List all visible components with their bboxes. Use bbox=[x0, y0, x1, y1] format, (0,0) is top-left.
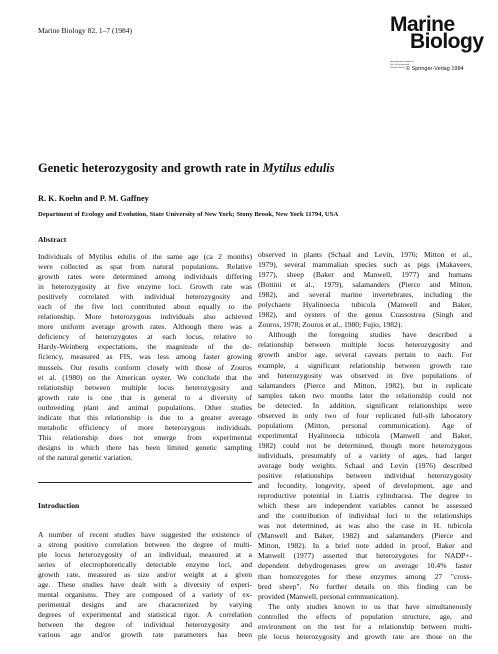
body-text-line: be detected. In addition, significant relationships were bbox=[258, 400, 472, 410]
abstract-line: more uniform average growth rates. Although there was a bbox=[38, 322, 252, 332]
article-title bbox=[38, 161, 335, 176]
abstract-line: indicate that this relationship is due to a greater average bbox=[38, 412, 252, 422]
abstract-line: This relationship does not emerge from experimental bbox=[38, 432, 252, 442]
body-text-line: relationship between multiple locus heterozygosity and bbox=[258, 340, 472, 350]
abstract-line: of the natural genetic variation. bbox=[38, 452, 133, 462]
abstract-body bbox=[38, 252, 252, 463]
introduction-line: age. These studies have dealt with a diversity of experi- bbox=[38, 580, 252, 590]
introduction-line: ple locus heterozygosity of an individual, measured at a bbox=[38, 550, 252, 560]
introduction-line: mental organisms. They are composed of a variety of ex- bbox=[38, 590, 252, 600]
introduction-heading: Introduction bbox=[38, 501, 80, 510]
body-text-line: environment on the test for a relationship between multi- bbox=[258, 621, 472, 631]
abstract-line: designs in which there has been limited genetic sampling bbox=[38, 442, 252, 452]
authors: R. K. Koehn and P. M. Gaffney bbox=[38, 194, 149, 203]
body-text-line: provided (Manwell, personal communication). bbox=[258, 591, 399, 601]
abstract-line: relationship. More heterozygous individuals also achieved bbox=[38, 312, 252, 322]
body-text-line: 1982), and several marine invertebrates, including the bbox=[258, 290, 472, 300]
abstract-line: deficiency of heterozygotes at each locus, relative to bbox=[38, 332, 252, 342]
abstract-heading: Abstract bbox=[38, 235, 67, 244]
body-text-line: 1982) could not be determined, though more heterozygous bbox=[258, 440, 472, 450]
introduction-line: a strong positive correlation between the degree of multi- bbox=[38, 540, 252, 550]
body-text-line: experimental Hyalinoecia tubicola (Manwell and Baker, bbox=[258, 430, 472, 440]
body-text-line: growth and/or age, several caveats pertain to each. For bbox=[258, 350, 472, 360]
body-text-line: observed in plants (Schaal and Levin, 1976; Mitton et al., bbox=[258, 250, 472, 259]
abstract-line: growth rate is one that is general to a diversity of bbox=[38, 392, 252, 402]
abstract-line: et al. (1980) on the American oyster. We conclude that the bbox=[38, 372, 252, 382]
body-text-line: Although the foregoing studies have described a bbox=[268, 330, 472, 340]
logo-word-marine: Marine bbox=[390, 13, 455, 36]
abstract-line: positively correlated with individual heterozygosity and bbox=[38, 292, 252, 302]
body-text-line: 1979), several mammalian species such as pigs (Makaveev, bbox=[258, 260, 472, 270]
introduction-line: A number of recent studies have suggested the existence of bbox=[38, 530, 252, 539]
body-text-line: (Bottini et al., 1979), salamanders (Pierce and Mitton, bbox=[258, 280, 472, 290]
body-text-line: populations (Mitton, personal communication). Age of bbox=[258, 420, 472, 430]
body-text-line: average body weights. Schaal and Levin (1976) described bbox=[258, 460, 472, 470]
introduction-line: degrees of experimental and statistical rigor. A correlation bbox=[38, 610, 252, 620]
body-text-line: example, a significant relationship between growth rate bbox=[258, 360, 472, 370]
body-text-line: Manwell (1977) asserted that heterozygotes for NADP+- bbox=[258, 551, 472, 561]
body-text-line: 1982), and oysters of the genus Crassostrea (Singh and bbox=[258, 310, 472, 320]
body-text-line: polychaete Hyalinoecia tubicola (Manwell and Baker, bbox=[258, 300, 472, 310]
body-text-line: dependent dehydrogenases grew on average 10.4% faster bbox=[258, 561, 472, 571]
body-text-line: bred sheep". No further details on this finding can be bbox=[258, 581, 472, 591]
introduction-line: series of electrophoretically detectable enzyme loci, and bbox=[38, 560, 252, 570]
body-text-line: and heterozygosity was observed in five populations of bbox=[258, 370, 472, 380]
introduction-body bbox=[38, 530, 252, 641]
abstract-line: mussels. Our results conform closely with those of Zouros bbox=[38, 362, 252, 372]
abstract-line: ficiency, measured as FIS, was less among faster growing bbox=[38, 352, 252, 362]
abstract-line: in heterozygosity at five enzyme loci. Growth rate was bbox=[38, 282, 252, 292]
body-text-line: salamanders (Pierce and Mitton, 1982), but in replicate bbox=[258, 380, 472, 390]
article-title-species: Mytilus edulis bbox=[262, 161, 335, 175]
abstract-line: Hardy-Weinberg expectations, the magnitude of the de- bbox=[38, 342, 252, 352]
body-text-line: Mitton, 1982). In a brief note added in proof, Baker and bbox=[258, 541, 472, 551]
body-text-line: and fecundity, longevity, speed of development, age and bbox=[258, 481, 472, 491]
introduction-line: between the degree of individual heterozygosity and bbox=[38, 620, 252, 630]
body-text-line: The only studies known to us that have simultaneously bbox=[268, 601, 472, 611]
article-title-text: Genetic heterozygosity and growth rate in bbox=[38, 161, 263, 175]
body-text-line: controlled the effects of population structure, age, and bbox=[258, 611, 472, 621]
body-text-line: reproductive potential in Liatris cylindracea. The degree to bbox=[258, 491, 472, 501]
body-text-line: was not determined, as was also the case in H. tubicola bbox=[258, 521, 472, 531]
body-text-line: 1977), sheep (Baker and Manwell, 1977) and humans bbox=[258, 270, 472, 280]
logo-small-print: International Journal on Life in Oceans and Coastal Waters bbox=[390, 60, 414, 69]
body-text-line: than homozygotes for these enzymes among 27 "cross- bbox=[258, 571, 472, 581]
body-text-line: (Manwell and Baker, 1982) and salamanders (Pierce and bbox=[258, 531, 472, 541]
abstract-line: Individuals of Mytilus edulis of the same age (ca 2 months) bbox=[38, 252, 252, 261]
divider-rule bbox=[38, 482, 252, 483]
right-column-body bbox=[258, 250, 472, 642]
body-text-line: Zouros, 1978; Zouros et al., 1980; Fujio, 1982). bbox=[258, 320, 403, 330]
abstract-line: growth rates were determined among individuals differing bbox=[38, 272, 252, 282]
logo-word-biology: Biology bbox=[410, 30, 484, 53]
body-text-line: positive relationships between individual heterozygosity bbox=[258, 471, 472, 481]
body-text-line: individuals, presumably of a variety of ages, had larger bbox=[258, 450, 472, 460]
body-text-line: which these are independent variables cannot be assessed bbox=[258, 501, 472, 511]
introduction-line: various age and/or growth rate parameters has been bbox=[38, 630, 252, 640]
body-text-line: samples taken two months later the relationship could not bbox=[258, 390, 472, 400]
journal-logo bbox=[390, 13, 484, 72]
body-text-line: observed in only two of four replicated full-sib laboratory bbox=[258, 410, 472, 420]
body-text-line: ple locus heterozygosity and growth rate are those on the bbox=[258, 631, 472, 641]
abstract-line: metabolic efficiency of more heterozygous individuals. bbox=[38, 422, 252, 432]
journal-reference: Marine Biology 82, 1–7 (1984) bbox=[38, 26, 132, 35]
introduction-line: growth rate, measured as size and/or weight at a given bbox=[38, 570, 252, 580]
affiliation: Department of Ecology and Evolution, State University of New York; Stony Brook, New York 11794, USA bbox=[38, 211, 339, 218]
introduction-line: perimental designs and are characterized by varying bbox=[38, 600, 252, 610]
copyright-notice: © Springer-Verlag 1984 bbox=[406, 66, 464, 72]
abstract-line: relationship between multiple locus heterozygosity and bbox=[38, 382, 252, 392]
abstract-line: were collected as spat from natural populations. Relative bbox=[38, 262, 252, 272]
body-text-line: and the contribution of individual loci to the relationships bbox=[258, 511, 472, 521]
abstract-line: outbreeding plant and animal populations. Other studies bbox=[38, 402, 252, 412]
abstract-line: each of the five loci contributed about equally to the bbox=[38, 302, 252, 312]
